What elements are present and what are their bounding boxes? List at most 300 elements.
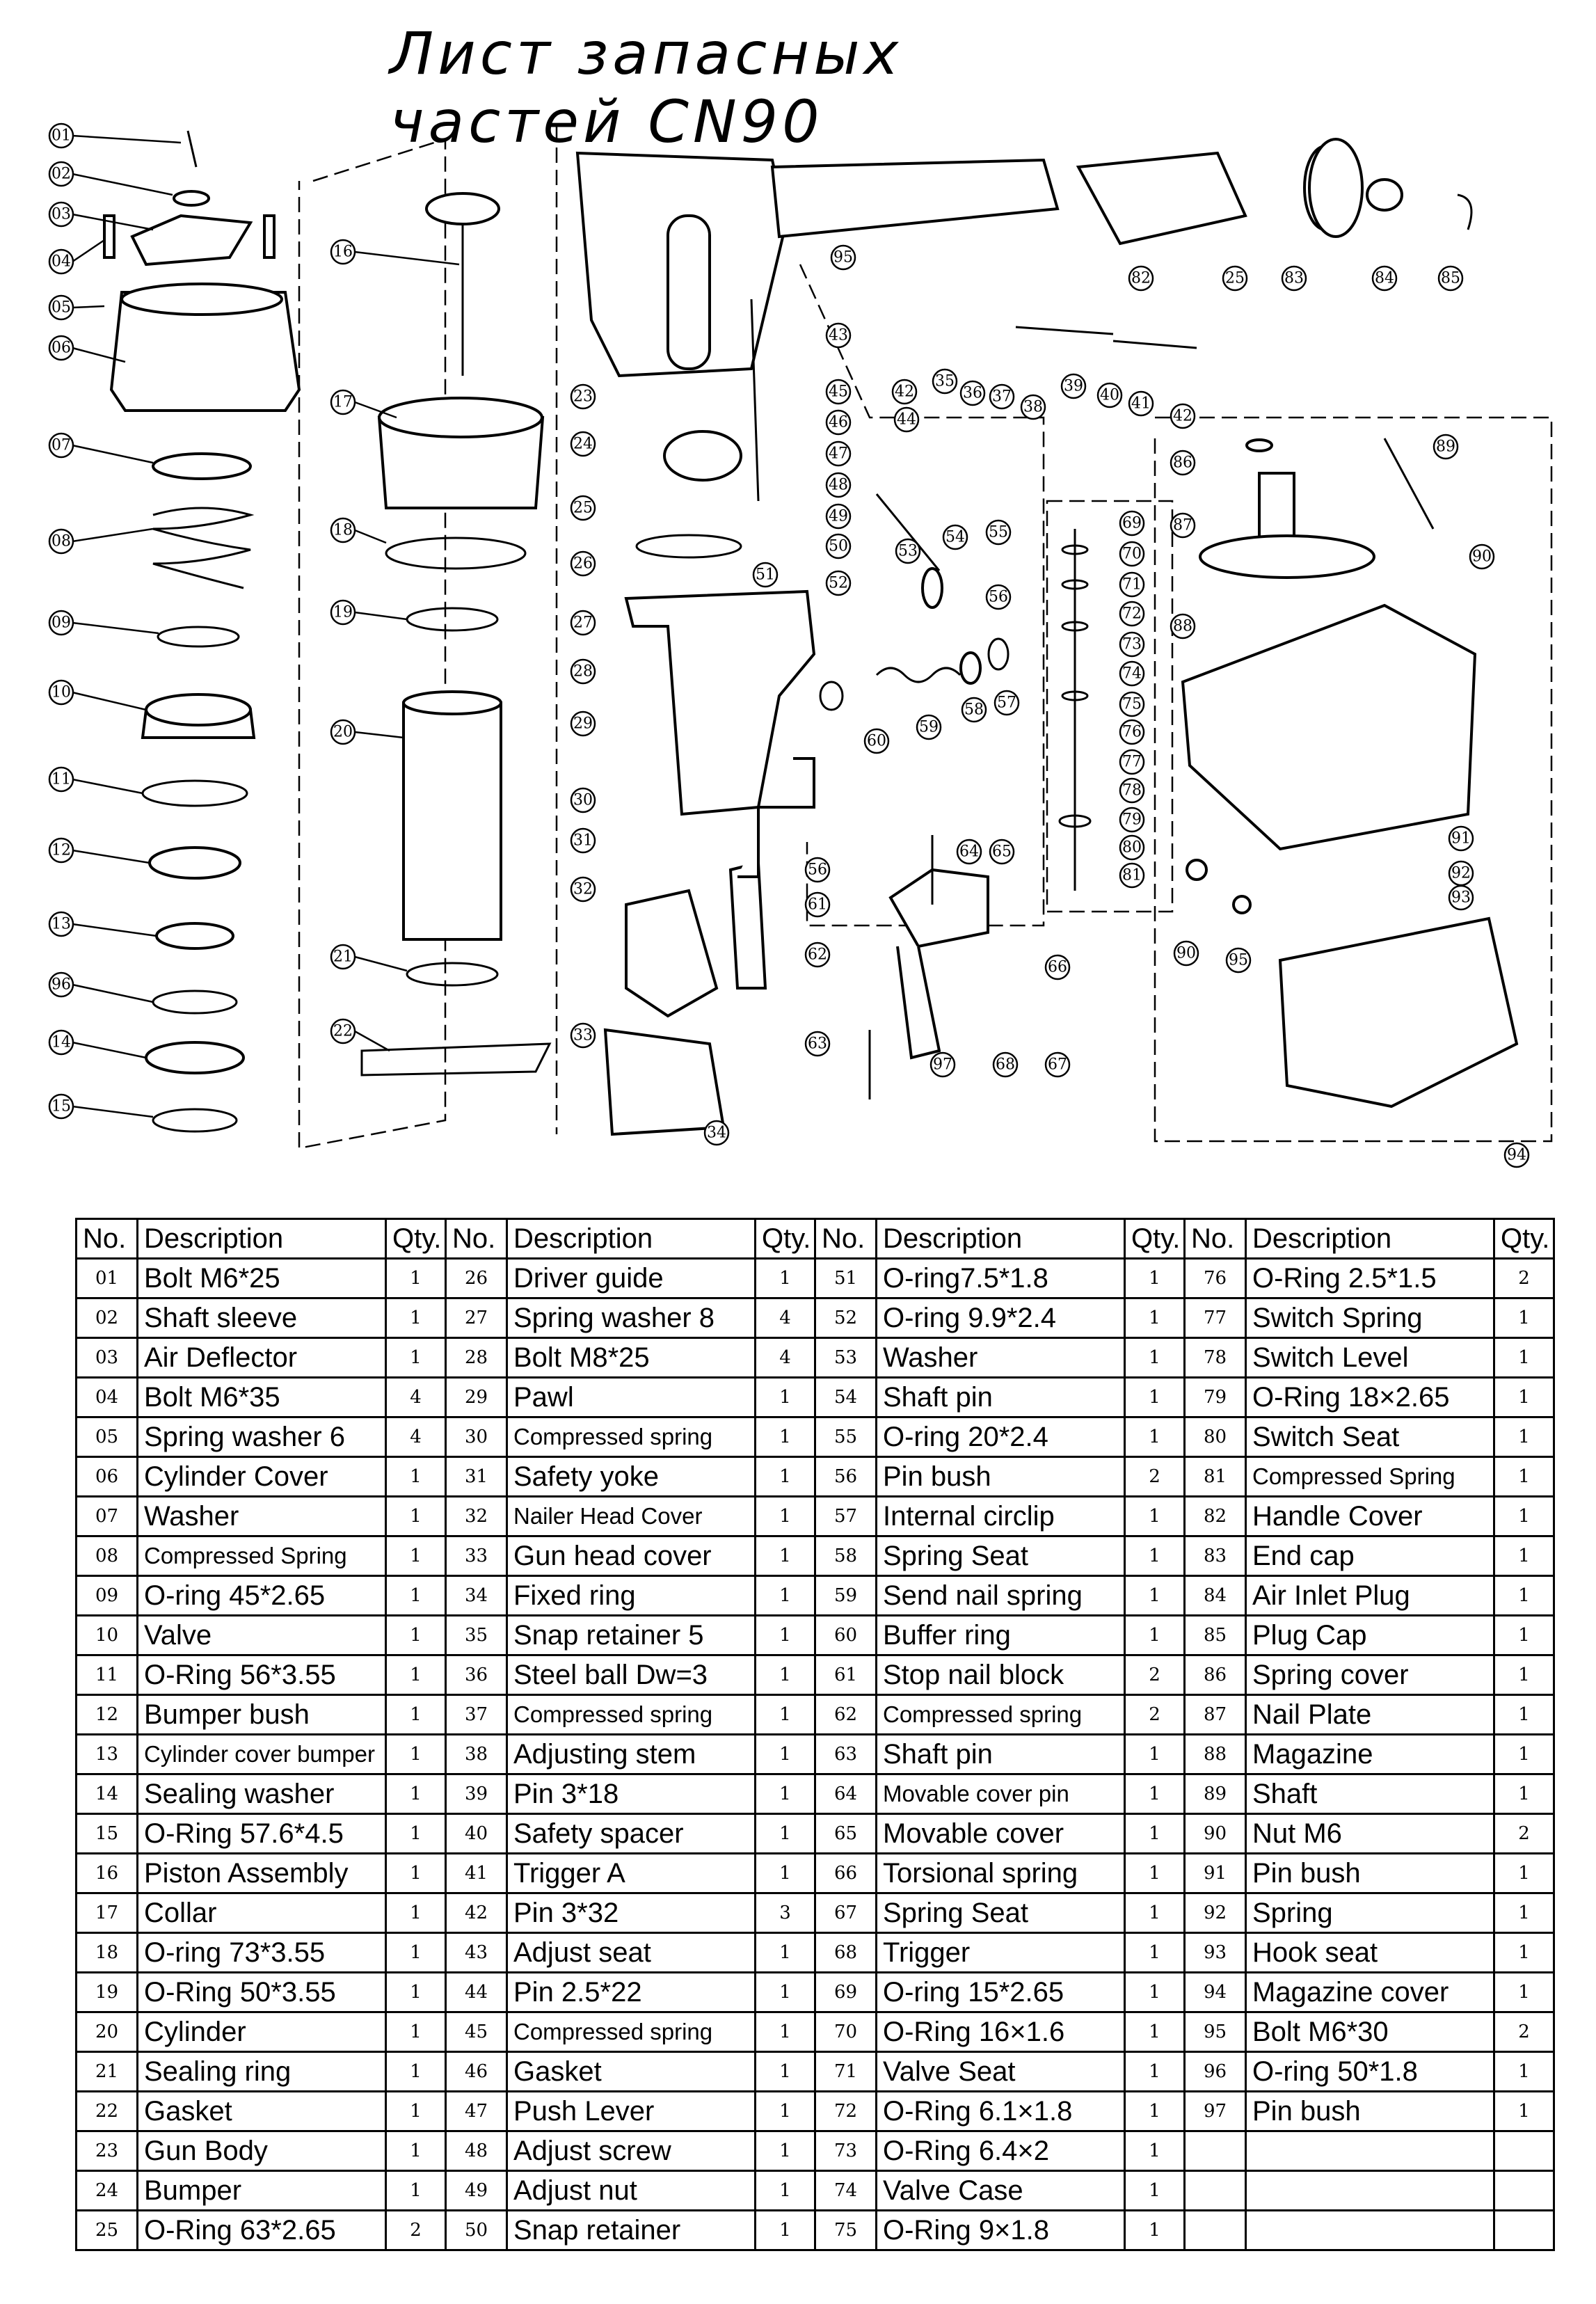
part-description-cell: Nail Plate: [1246, 1695, 1494, 1735]
svg-text:28: 28: [573, 662, 593, 681]
part-qty-cell: 1: [386, 2171, 446, 2211]
part-qty-cell: 1: [1494, 1378, 1554, 1417]
svg-text:48: 48: [829, 476, 848, 494]
svg-text:07: 07: [51, 436, 71, 454]
part-description-cell: Magazine: [1246, 1735, 1494, 1774]
svg-text:84: 84: [1375, 269, 1394, 287]
exploded-parts-diagram: [0, 104, 1596, 1190]
table-row: [77, 2012, 1554, 2052]
callout-25: [571, 496, 595, 520]
part-qty-cell: 1: [1494, 1735, 1554, 1774]
svg-text:40: 40: [1100, 386, 1119, 404]
part-number-cell: 80: [1185, 1417, 1246, 1457]
part-number-cell: 23: [77, 2131, 138, 2171]
svg-text:59: 59: [919, 718, 939, 736]
callout-06: [49, 336, 73, 360]
callout-18: [331, 518, 355, 542]
table-row: [77, 1457, 1554, 1497]
part-qty-cell: 1: [1125, 1616, 1185, 1655]
part-qty-cell: 1: [756, 1973, 815, 2012]
callout-75: [1120, 692, 1144, 716]
part-qty-cell: 1: [1125, 1774, 1185, 1814]
part-number-cell: 41: [446, 1854, 507, 1893]
callout-39: [1062, 374, 1085, 398]
svg-text:71: 71: [1122, 575, 1142, 594]
header-description: Description: [877, 1219, 1125, 1259]
part-qty-cell: 1: [386, 1338, 446, 1378]
part-description-cell: O-ring 50*1.8: [1246, 2052, 1494, 2092]
part-number-cell: 67: [815, 1893, 877, 1933]
svg-text:81: 81: [1122, 866, 1142, 884]
part-number-cell: 69: [815, 1973, 877, 2012]
callout-09: [49, 611, 73, 635]
part-description-cell: Internal circlip: [877, 1497, 1125, 1536]
part-description-cell: [1246, 2131, 1494, 2171]
callout-56: [987, 585, 1010, 609]
part-number-cell: 66: [815, 1854, 877, 1893]
callout-69: [1120, 511, 1144, 535]
svg-text:16: 16: [333, 243, 353, 261]
part-description-cell: Gasket: [507, 2052, 756, 2092]
callout-96: [49, 973, 73, 996]
part-description-cell: Switch Seat: [1246, 1417, 1494, 1457]
callout-52: [827, 571, 850, 595]
part-description-cell: Snap retainer 5: [507, 1616, 756, 1655]
part-qty-cell: 1: [386, 1616, 446, 1655]
part-number-cell: 14: [77, 1774, 138, 1814]
svg-text:27: 27: [573, 614, 593, 632]
callout-32: [571, 877, 595, 901]
part-qty-cell: 4: [756, 1338, 815, 1378]
part-description-cell: O-ring 20*2.4: [877, 1417, 1125, 1457]
svg-text:46: 46: [829, 413, 848, 431]
part-number-cell: 91: [1185, 1854, 1246, 1893]
svg-text:86: 86: [1173, 454, 1192, 472]
part-number-cell: 37: [446, 1695, 507, 1735]
svg-text:77: 77: [1122, 753, 1142, 771]
header-description: Description: [1246, 1219, 1494, 1259]
part-description-cell: O-ring 45*2.65: [138, 1576, 386, 1616]
table-row: [77, 1655, 1554, 1695]
callout-45: [827, 380, 850, 404]
part-qty-cell: 1: [756, 2171, 815, 2211]
part-description-cell: Shaft: [1246, 1774, 1494, 1814]
part-number-cell: 19: [77, 1973, 138, 2012]
svg-text:60: 60: [867, 732, 886, 750]
part-number-cell: 51: [815, 1259, 877, 1298]
svg-text:20: 20: [333, 723, 353, 741]
part-number-cell: 87: [1185, 1695, 1246, 1735]
table-row: [77, 1695, 1554, 1735]
callout-11: [49, 768, 73, 791]
table-row: [77, 2211, 1554, 2250]
part-qty-cell: 1: [1125, 2211, 1185, 2250]
part-qty-cell: 4: [386, 1378, 446, 1417]
part-number-cell: 89: [1185, 1774, 1246, 1814]
part-description-cell: Stop nail block: [877, 1655, 1125, 1695]
part-description-cell: Pin 2.5*22: [507, 1973, 756, 2012]
svg-text:90: 90: [1176, 944, 1196, 962]
callout-79: [1120, 808, 1144, 832]
part-description-cell: Send nail spring: [877, 1576, 1125, 1616]
part-description-cell: Bolt M6*30: [1246, 2012, 1494, 2052]
svg-text:50: 50: [829, 537, 848, 555]
part-qty-cell: 1: [756, 2012, 815, 2052]
svg-text:47: 47: [829, 445, 848, 463]
part-description-cell: Pin bush: [877, 1457, 1125, 1497]
part-qty-cell: 1: [756, 2131, 815, 2171]
svg-text:89: 89: [1436, 438, 1455, 456]
part-number-cell: 68: [815, 1933, 877, 1973]
part-number-cell: 04: [77, 1378, 138, 1417]
svg-text:82: 82: [1131, 269, 1151, 287]
part-number-cell: 45: [446, 2012, 507, 2052]
svg-text:53: 53: [898, 542, 918, 560]
part-description-cell: Compressed spring: [507, 1417, 756, 1457]
table-row: [77, 1933, 1554, 1973]
svg-text:55: 55: [989, 523, 1008, 541]
part-number-cell: 78: [1185, 1338, 1246, 1378]
svg-text:70: 70: [1122, 545, 1142, 563]
table-row: [77, 1973, 1554, 2012]
part-qty-cell: 1: [1494, 1695, 1554, 1735]
part-number-cell: 20: [77, 2012, 138, 2052]
callout-04: [49, 250, 73, 273]
part-qty-cell: 1: [756, 1814, 815, 1854]
callout-88: [1171, 614, 1195, 638]
part-number-cell: 74: [815, 2171, 877, 2211]
svg-text:57: 57: [997, 694, 1016, 712]
part-description-cell: Compressed spring: [507, 1695, 756, 1735]
part-qty-cell: 1: [756, 1417, 815, 1457]
table-row: [77, 2131, 1554, 2171]
part-qty-cell: 1: [1125, 1497, 1185, 1536]
callout-77: [1120, 750, 1144, 774]
part-description-cell: Adjust screw: [507, 2131, 756, 2171]
part-qty-cell: 1: [1125, 1893, 1185, 1933]
table-row: [77, 2092, 1554, 2131]
part-qty-cell: 1: [386, 1655, 446, 1695]
svg-text:18: 18: [333, 521, 353, 539]
callout-35: [933, 370, 957, 393]
part-number-cell: 10: [77, 1616, 138, 1655]
callout-63: [806, 1032, 829, 1056]
part-qty-cell: 1: [756, 1378, 815, 1417]
svg-text:42: 42: [1173, 407, 1192, 425]
callout-27: [571, 611, 595, 635]
part-number-cell: 61: [815, 1655, 877, 1695]
part-number-cell: 60: [815, 1616, 877, 1655]
part-description-cell: O-ring 15*2.65: [877, 1973, 1125, 2012]
part-description-cell: O-Ring 2.5*1.5: [1246, 1259, 1494, 1298]
part-description-cell: Safety spacer: [507, 1814, 756, 1854]
callout-54: [943, 525, 967, 549]
part-qty-cell: 1: [1125, 2171, 1185, 2211]
callout-15: [49, 1095, 73, 1118]
part-number-cell: 54: [815, 1378, 877, 1417]
part-number-cell: [1185, 2131, 1246, 2171]
part-description-cell: Bolt M8*25: [507, 1338, 756, 1378]
table-row: [77, 1298, 1554, 1338]
part-qty-cell: 2: [386, 2211, 446, 2250]
svg-text:17: 17: [333, 393, 353, 411]
callout-82: [1129, 267, 1153, 290]
callout-16: [331, 240, 355, 264]
header-description: Description: [138, 1219, 386, 1259]
part-description-cell: Pin bush: [1246, 2092, 1494, 2131]
part-description-cell: Spring washer 8: [507, 1298, 756, 1338]
part-qty-cell: 1: [1494, 1576, 1554, 1616]
table-row: [77, 1417, 1554, 1457]
part-number-cell: 94: [1185, 1973, 1246, 2012]
part-qty-cell: 1: [1125, 2052, 1185, 2092]
part-number-cell: 13: [77, 1735, 138, 1774]
part-description-cell: Spring: [1246, 1893, 1494, 1933]
part-description-cell: Piston Assembly: [138, 1854, 386, 1893]
part-qty-cell: 1: [386, 1497, 446, 1536]
callout-78: [1120, 779, 1144, 802]
part-qty-cell: 1: [386, 1695, 446, 1735]
header-no: No.: [446, 1219, 507, 1259]
svg-text:61: 61: [808, 896, 827, 914]
part-description-cell: Compressed Spring: [1246, 1457, 1494, 1497]
table-row: [77, 1735, 1554, 1774]
part-description-cell: Magazine cover: [1246, 1973, 1494, 2012]
callout-36: [961, 381, 984, 405]
part-description-cell: Trigger: [877, 1933, 1125, 1973]
callout-93: [1449, 886, 1473, 909]
callout-12: [49, 839, 73, 862]
header-qty: Qty.: [756, 1219, 815, 1259]
part-qty-cell: 1: [756, 1576, 815, 1616]
part-number-cell: 27: [446, 1298, 507, 1338]
callout-57: [995, 691, 1019, 715]
part-number-cell: 44: [446, 1973, 507, 2012]
part-qty-cell: 4: [756, 1298, 815, 1338]
part-description-cell: Pin 3*18: [507, 1774, 756, 1814]
callout-71: [1120, 573, 1144, 596]
part-number-cell: 18: [77, 1933, 138, 1973]
part-qty-cell: 1: [1494, 1933, 1554, 1973]
svg-text:67: 67: [1048, 1056, 1067, 1074]
callout-13: [49, 912, 73, 936]
part-qty-cell: 1: [756, 1655, 815, 1695]
svg-text:83: 83: [1284, 269, 1304, 287]
part-number-cell: 22: [77, 2092, 138, 2131]
part-number-cell: 09: [77, 1576, 138, 1616]
callout-90b: [1174, 942, 1198, 965]
table-row: [77, 2052, 1554, 2092]
part-description-cell: Plug Cap: [1246, 1616, 1494, 1655]
table-row: [77, 1774, 1554, 1814]
part-qty-cell: 1: [756, 1933, 815, 1973]
part-description-cell: Nut M6: [1246, 1814, 1494, 1854]
part-description-cell: Safety yoke: [507, 1457, 756, 1497]
part-description-cell: Switch Level: [1246, 1338, 1494, 1378]
part-qty-cell: 1: [1125, 1814, 1185, 1854]
part-qty-cell: 1: [756, 1735, 815, 1774]
part-qty-cell: 1: [756, 2092, 815, 2131]
part-number-cell: 97: [1185, 2092, 1246, 2131]
callout-58: [962, 698, 986, 722]
callout-95b: [1227, 948, 1250, 972]
table-row: [77, 1893, 1554, 1933]
part-qty-cell: 1: [1125, 1259, 1185, 1298]
part-number-cell: 32: [446, 1497, 507, 1536]
part-qty-cell: 1: [1494, 1973, 1554, 2012]
part-number-cell: 36: [446, 1655, 507, 1695]
svg-text:87: 87: [1173, 516, 1192, 534]
callout-17: [331, 390, 355, 414]
part-number-cell: 12: [77, 1695, 138, 1735]
callout-94: [1505, 1143, 1529, 1167]
part-number-cell: 16: [77, 1854, 138, 1893]
svg-text:95: 95: [1229, 951, 1248, 969]
svg-text:91: 91: [1451, 829, 1471, 848]
part-qty-cell: 2: [1125, 1457, 1185, 1497]
header-qty: Qty.: [1494, 1219, 1554, 1259]
svg-text:76: 76: [1122, 723, 1142, 741]
callout-53: [896, 539, 920, 563]
svg-text:15: 15: [51, 1097, 71, 1115]
svg-text:09: 09: [51, 614, 71, 632]
callout-05: [49, 296, 73, 319]
part-description-cell: Gun Body: [138, 2131, 386, 2171]
part-description-cell: Handle Cover: [1246, 1497, 1494, 1536]
part-description-cell: Pin bush: [1246, 1854, 1494, 1893]
part-description-cell: Adjust seat: [507, 1933, 756, 1973]
part-number-cell: 42: [446, 1893, 507, 1933]
callout-08: [49, 530, 73, 553]
svg-text:08: 08: [51, 532, 71, 550]
svg-text:39: 39: [1064, 377, 1083, 395]
part-description-cell: O-ring 73*3.55: [138, 1933, 386, 1973]
table-row: [77, 1497, 1554, 1536]
part-description-cell: [1246, 2211, 1494, 2250]
svg-text:58: 58: [964, 701, 984, 719]
part-number-cell: [1185, 2171, 1246, 2211]
part-qty-cell: 1: [1494, 1655, 1554, 1695]
callout-91: [1449, 827, 1473, 850]
part-number-cell: 83: [1185, 1536, 1246, 1576]
callout-95: [831, 246, 855, 269]
svg-text:69: 69: [1122, 514, 1142, 532]
svg-text:64: 64: [959, 843, 979, 861]
part-qty-cell: 1: [1125, 1417, 1185, 1457]
part-qty-cell: 1: [1125, 1298, 1185, 1338]
svg-text:02: 02: [51, 165, 71, 183]
part-number-cell: 85: [1185, 1616, 1246, 1655]
table-row: [77, 2171, 1554, 2211]
part-number-cell: 75: [815, 2211, 877, 2250]
svg-text:73: 73: [1122, 635, 1142, 653]
callout-43: [827, 324, 850, 347]
callout-64: [957, 840, 981, 864]
part-description-cell: Bolt M6*35: [138, 1378, 386, 1417]
svg-text:26: 26: [573, 555, 593, 573]
svg-text:41: 41: [1131, 395, 1151, 413]
part-number-cell: 02: [77, 1298, 138, 1338]
callout-47: [827, 442, 850, 466]
part-number-cell: 47: [446, 2092, 507, 2131]
part-description-cell: Torsional spring: [877, 1854, 1125, 1893]
part-qty-cell: 1: [1494, 1616, 1554, 1655]
cylinder-group: [362, 193, 550, 1075]
svg-text:94: 94: [1507, 1146, 1526, 1164]
svg-text:95: 95: [833, 248, 853, 267]
part-qty-cell: 1: [756, 2052, 815, 2092]
part-description-cell: Shaft pin: [877, 1735, 1125, 1774]
part-qty-cell: 2: [1125, 1655, 1185, 1695]
table-row: [77, 1576, 1554, 1616]
part-qty-cell: 2: [1494, 2012, 1554, 2052]
svg-text:01: 01: [51, 127, 71, 145]
part-number-cell: 86: [1185, 1655, 1246, 1695]
part-number-cell: 81: [1185, 1457, 1246, 1497]
part-qty-cell: 1: [386, 2092, 446, 2131]
svg-text:52: 52: [829, 574, 848, 592]
part-qty-cell: 1: [1125, 2131, 1185, 2171]
header-no: No.: [1185, 1219, 1246, 1259]
part-number-cell: 21: [77, 2052, 138, 2092]
table-row: [77, 1616, 1554, 1655]
part-number-cell: 96: [1185, 2052, 1246, 2092]
part-qty-cell: 1: [386, 1854, 446, 1893]
svg-text:25: 25: [1225, 269, 1245, 287]
part-number-cell: 53: [815, 1338, 877, 1378]
part-description-cell: Trigger A: [507, 1854, 756, 1893]
part-number-cell: 49: [446, 2171, 507, 2211]
part-description-cell: Sealing washer: [138, 1774, 386, 1814]
svg-text:11: 11: [51, 770, 71, 788]
part-description-cell: O-Ring 57.6*4.5: [138, 1814, 386, 1854]
svg-text:66: 66: [1048, 958, 1067, 976]
callout-38: [1021, 395, 1045, 419]
svg-text:10: 10: [51, 683, 71, 701]
callout-49: [827, 505, 850, 528]
part-number-cell: 38: [446, 1735, 507, 1774]
callout-29: [571, 712, 595, 736]
part-qty-cell: 1: [386, 1576, 446, 1616]
part-description-cell: Air Inlet Plug: [1246, 1576, 1494, 1616]
callout-23: [571, 385, 595, 408]
part-description-cell: Pin 3*32: [507, 1893, 756, 1933]
svg-text:80: 80: [1122, 839, 1142, 857]
part-number-cell: 39: [446, 1774, 507, 1814]
part-description-cell: Hook seat: [1246, 1933, 1494, 1973]
part-qty-cell: 2: [1494, 1814, 1554, 1854]
svg-text:49: 49: [829, 507, 848, 525]
part-number-cell: 93: [1185, 1933, 1246, 1973]
part-qty-cell: 1: [1494, 1338, 1554, 1378]
part-number-cell: 70: [815, 2012, 877, 2052]
svg-text:85: 85: [1441, 269, 1460, 287]
part-qty-cell: 4: [386, 1417, 446, 1457]
part-number-cell: 79: [1185, 1378, 1246, 1417]
part-qty-cell: 1: [1494, 1774, 1554, 1814]
svg-text:30: 30: [573, 791, 593, 809]
part-description-cell: Adjust nut: [507, 2171, 756, 2211]
magazine-group: [1183, 438, 1517, 1106]
svg-text:62: 62: [808, 946, 827, 964]
part-qty-cell: 1: [1125, 2092, 1185, 2131]
callout-62: [806, 943, 829, 967]
part-qty-cell: 1: [386, 1298, 446, 1338]
part-number-cell: 63: [815, 1735, 877, 1774]
svg-text:78: 78: [1122, 781, 1142, 800]
part-description-cell: Gasket: [138, 2092, 386, 2131]
svg-text:22: 22: [333, 1022, 353, 1040]
